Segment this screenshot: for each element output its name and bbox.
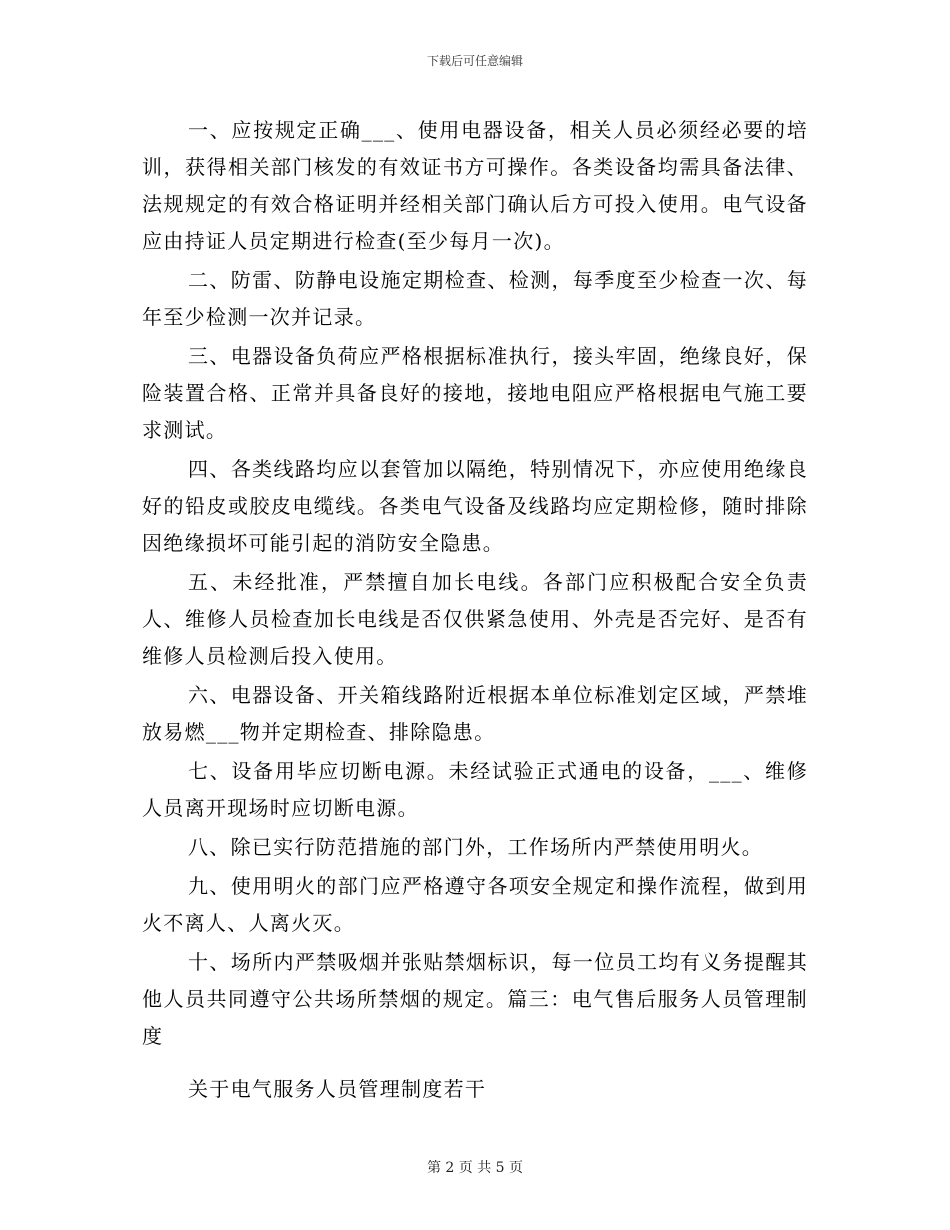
page-number-footer: 第 2 页 共 5 页 bbox=[426, 1160, 524, 1176]
paragraph-8: 八、除已实行防范措施的部门外，工作场所内严禁使用明火。 bbox=[188, 835, 764, 859]
paragraph-9: 九、使用明火的部门应严格遵守各项安全规定和操作流程，做到用火不离人、人离火灭。 bbox=[142, 874, 808, 935]
page-header-note: 下载后可任意编辑 bbox=[426, 54, 523, 68]
document-body bbox=[142, 112, 808, 1110]
paragraph-2: 二、防雷、防静电设施定期检查、检测，每季度至少检查一次、每年至少检测一次并记录。 bbox=[142, 268, 808, 329]
paragraph-6: 六、电器设备、开关箱线路附近根据本单位标准划定区域，严禁堆放易燃___物并定期检查、排除隐患。 bbox=[142, 683, 808, 744]
paragraph-1: 一、应按规定正确___、使用电器设备，相关人员必须经必要的培训，获得相关部门核发的有效证书方可操作。各类设备均需具备法律、法规规定的有效合格证明并经相关部门确认后方可投入使用。电气设备应由持证人员定期进行检查(至少每月一次)。 bbox=[142, 118, 808, 253]
paragraph-5: 五、未经批准，严禁擅自加长电线。各部门应积极配合安全负责人、维修人员检查加长电线是否仅供紧急使用、外壳是否完好、是否有维修人员检测后投入使用。 bbox=[142, 570, 808, 668]
paragraph-10: 十、场所内严禁吸烟并张贴禁烟标识，每一位员工均有义务提醒其他人员共同遵守公共场所禁烟的规定。篇三：电气售后服务人员管理制度 bbox=[142, 950, 808, 1048]
paragraph-3: 三、电器设备负荷应严格根据标准执行，接头牢固，绝缘良好，保险装置合格、正常并具备良好的接地，接地电阻应严格根据电气施工要求测试。 bbox=[142, 344, 808, 442]
paragraph-4: 四、各类线路均应以套管加以隔绝，特别情况下，亦应使用绝缘良好的铅皮或胶皮电缆线。各类电气设备及线路均应定期检修，随时排除因绝缘损坏可能引起的消防安全隐患。 bbox=[142, 457, 808, 555]
paragraph-7: 七、设备用毕应切断电源。未经试验正式通电的设备，___、维修人员离开现场时应切断电源。 bbox=[142, 759, 808, 820]
section-subheading: 关于电气服务人员管理制度若干 bbox=[188, 1077, 487, 1101]
